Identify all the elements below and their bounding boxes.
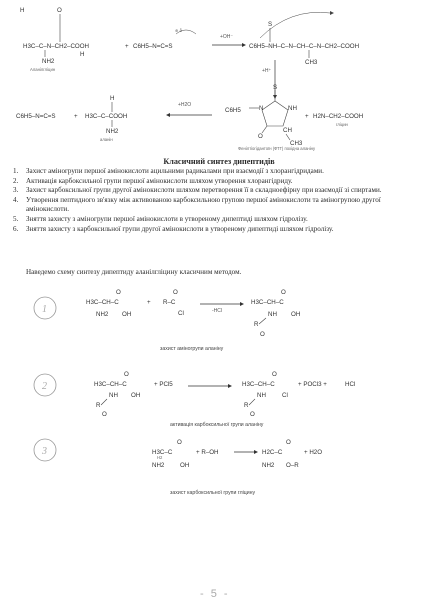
- chem-label: OH: [291, 311, 301, 318]
- chem-label: NH: [288, 105, 297, 112]
- list-item: 2. Активація карбоксильної групи першої амінокислоти шляхом утворення хлорангідриду.: [13, 176, 293, 185]
- chem-formula: C6H5–NH–C–N–CH–C–N–CH2–COOH: [249, 43, 360, 50]
- chem-label: NH2: [42, 58, 55, 65]
- chem-label: O: [250, 411, 255, 418]
- chem-formula: H3C–C: [152, 449, 173, 456]
- section-title: Класичний синтез дипептидів: [163, 157, 275, 166]
- chem-label: S: [273, 84, 278, 91]
- plus-sign: +: [305, 113, 309, 120]
- chem-label: CH: [283, 127, 292, 134]
- chem-label: ⊕ δ: [175, 28, 183, 33]
- plus-sign: +: [74, 113, 78, 120]
- reagent: + H2O: [304, 449, 323, 456]
- chem-label: H: [80, 51, 85, 58]
- list-item: 3. Захист карбоксильної групи другої амінокислоти шляхом перетворення її в складноефірну при взаємодії зі спиртами.: [13, 186, 382, 195]
- edman-scheme: [0, 0, 438, 150]
- reagent: + PCl5: [154, 381, 173, 388]
- chem-label: R: [244, 402, 249, 409]
- list-item: 4. Утворення пептидного зв'язку між активованою карбоксильною групою першої амінокислоти та аміногрупою другої амінокислоти.: [13, 195, 381, 214]
- chem-formula: H3C–CH–C: [251, 299, 284, 306]
- chem-formula: H3C–C–N–CH2–COOH: [23, 43, 90, 50]
- chem-label: CH3: [305, 59, 318, 66]
- arrow-label: -HCl: [212, 308, 222, 314]
- chem-formula: H2C–C: [262, 449, 283, 456]
- chem-label: O: [258, 133, 263, 140]
- chem-label: CH3: [290, 140, 303, 147]
- chem-label: O: [173, 289, 178, 296]
- chem-label: Cl: [282, 392, 288, 399]
- reaction-caption: захист карбоксильної групи гліцину: [170, 490, 256, 496]
- chem-formula: H3C–CH–C: [86, 299, 119, 306]
- page-number: - 5 -: [200, 588, 230, 600]
- reaction-caption: захист аміногрупи аланіну: [160, 346, 224, 352]
- chem-label: O: [57, 7, 62, 14]
- chem-formula: C6H5–N=C=S: [133, 43, 173, 50]
- chem-label: OH: [180, 462, 190, 469]
- steps-list: [0, 167, 420, 234]
- chem-label: R: [254, 321, 259, 328]
- chem-label: H: [110, 95, 115, 102]
- chem-label: O–R: [286, 462, 299, 469]
- chem-formula: R–C: [163, 299, 176, 306]
- compound-name: аланін: [100, 137, 113, 142]
- chem-label: N: [259, 105, 264, 112]
- arrow-label: +OH⁻: [220, 34, 234, 40]
- chem-label: NH: [257, 392, 266, 399]
- chem-label: NH2: [262, 462, 275, 469]
- step-number: 3: [42, 446, 47, 457]
- chem-formula: H3C–C–COOH: [85, 113, 128, 120]
- chem-label: O: [102, 411, 107, 418]
- chem-label: Cl: [178, 310, 184, 317]
- reagent: + POCl3 +: [298, 381, 327, 388]
- reaction-caption: активація карбоксильної групи аланіну: [170, 422, 264, 428]
- chem-label: H: [20, 7, 25, 14]
- chem-label: OH: [122, 311, 132, 318]
- chem-label: O: [281, 289, 286, 296]
- chem-label: OH: [131, 392, 141, 399]
- chem-label: NH: [109, 392, 118, 399]
- chem-label: NH2: [106, 128, 119, 135]
- chem-label: S: [268, 21, 273, 28]
- list-item: 6. Зняття захисту з карбоксильної групи другої амінокислоти в утвореному дипептиді шляхом гідролізу.: [13, 224, 334, 233]
- compound-name: гліцин: [336, 122, 348, 127]
- chem-formula: H2N–CH2–COOH: [313, 113, 364, 120]
- chem-label: R: [96, 402, 101, 409]
- chem-label: O: [286, 439, 291, 446]
- reagent: HCl: [345, 381, 356, 388]
- arrow-label: +H⁺: [262, 68, 272, 74]
- chem-label: O: [272, 371, 277, 378]
- compound-name: Аланілгліцин: [30, 67, 56, 72]
- arrow-label: +H2O: [178, 102, 192, 108]
- chem-formula: C6H5: [225, 107, 241, 114]
- reagent: + R–OH: [196, 449, 219, 456]
- compound-name: Фенілтіогідантоїн (ФТГ) похідна аланіну: [238, 146, 316, 151]
- chem-label: O: [260, 331, 265, 338]
- plus-sign: +: [147, 299, 151, 306]
- step-number: 1: [42, 304, 47, 315]
- plus-sign: +: [125, 43, 129, 50]
- list-item: 1. Захист аміногрупи першої амінокислоти ацильними радикалами при взаємодії з хлорангідридами.: [13, 167, 324, 175]
- chem-label: O: [116, 289, 121, 296]
- chem-formula: C6H5–N=C=S: [16, 113, 56, 120]
- list-item: 5. Зняття захисту з аміногрупи першої амінокислоти в утвореному дипептиді шляхом гідролізу.: [13, 214, 308, 223]
- chem-label: O: [124, 371, 129, 378]
- chem-label: NH: [268, 311, 277, 318]
- chem-formula: H3C–CH–C: [242, 381, 275, 388]
- chem-label: O: [177, 439, 182, 446]
- chem-label: H2: [157, 455, 163, 460]
- chem-label: NH2: [152, 462, 165, 469]
- intro-text: Наведемо схему синтезу дипептиду аланілгліцину класичним методом.: [26, 268, 242, 276]
- step-number: 2: [42, 381, 47, 392]
- chem-formula: H3C–CH–C: [94, 381, 127, 388]
- reaction-3: [0, 432, 438, 492]
- chem-label: NH2: [96, 311, 109, 318]
